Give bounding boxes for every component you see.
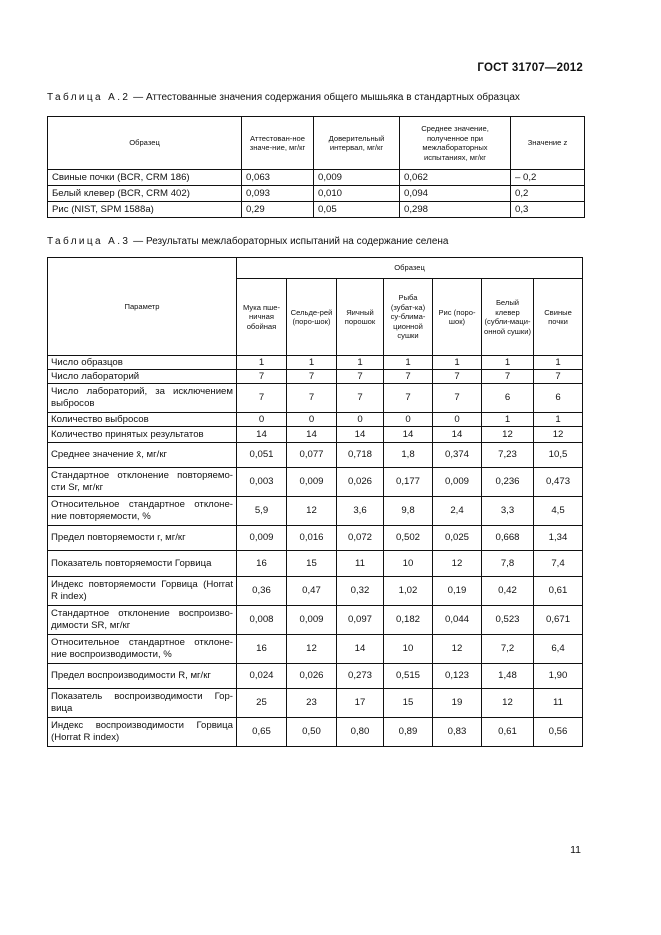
- table-cell: 7: [384, 384, 433, 413]
- row-label: Число образцов: [48, 356, 237, 370]
- table-cell: 0,298: [400, 202, 511, 218]
- row-label: Индекс повторяемости Горвица (Horrat R index): [48, 577, 237, 606]
- table-cell: 1,34: [534, 526, 583, 551]
- table-cell: 0,515: [384, 664, 433, 689]
- table-cell: 0: [337, 413, 384, 427]
- table-cell: 0,009: [433, 468, 482, 497]
- table-row: [48, 551, 583, 577]
- table-cell: 7: [287, 384, 337, 413]
- table-cell: 0,502: [384, 526, 433, 551]
- table-cell: 0,025: [433, 526, 482, 551]
- table-cell: 0,61: [482, 718, 534, 747]
- table-a2-header-cell: Доверительный интервал, мг/кг: [314, 117, 400, 170]
- table-cell: Свиные почки (BCR, CRM 186): [48, 170, 242, 186]
- table-cell: 7: [384, 370, 433, 384]
- row-label: Относительное стандартное отклоне-ние воспроизводимости, %: [48, 635, 237, 664]
- table-cell: 10: [384, 635, 433, 664]
- table-cell: 11: [337, 551, 384, 577]
- table-cell: 0,668: [482, 526, 534, 551]
- table-a3-sample-header: Рис (поро-шок): [433, 279, 482, 356]
- table-cell: 0,008: [237, 606, 287, 635]
- row-label: Относительное стандартное отклоне-ние повторяемости, %: [48, 497, 237, 526]
- table-cell: 12: [287, 497, 337, 526]
- table-cell: 0,003: [237, 468, 287, 497]
- table-cell: 0,374: [433, 443, 482, 468]
- table-cell: 0,56: [534, 718, 583, 747]
- table-a3-group-header: Образец: [237, 258, 583, 279]
- table-cell: 0,077: [287, 443, 337, 468]
- table-cell: 16: [237, 551, 287, 577]
- row-label: Стандартное отклонение повторяемо-сти Sr, мг/кг: [48, 468, 237, 497]
- table-cell: 0: [384, 413, 433, 427]
- table-cell: 14: [337, 427, 384, 443]
- table-cell: 1: [534, 413, 583, 427]
- table-a2-header-cell: Среднее значение, полученное при межлабораторных испытаниях, мг/кг: [400, 117, 511, 170]
- table-row: [48, 635, 583, 664]
- table-a2-caption: [47, 92, 520, 103]
- table-row: [48, 202, 585, 218]
- table-cell: 0,83: [433, 718, 482, 747]
- table-row: [48, 526, 583, 551]
- table-row: [48, 577, 583, 606]
- table-cell: 7: [337, 370, 384, 384]
- table-cell: 7: [433, 370, 482, 384]
- table-cell: 1,90: [534, 664, 583, 689]
- table-cell: 7: [433, 384, 482, 413]
- row-label: Число лабораторий, за исключением выбросов: [48, 384, 237, 413]
- table-a2-header-row: [48, 117, 585, 170]
- table-row: [48, 443, 583, 468]
- row-label: Предел воспроизводимости R, мг/кг: [48, 664, 237, 689]
- table-cell: 14: [237, 427, 287, 443]
- table-cell: – 0,2: [511, 170, 585, 186]
- table-cell: 25: [237, 689, 287, 718]
- table-cell: 7: [534, 370, 583, 384]
- row-label: Среднее значение x̄, мг/кг: [48, 443, 237, 468]
- table-a3-sample-header: Белый клевер (субли-маци-онной сушки): [482, 279, 534, 356]
- table-cell: 2,4: [433, 497, 482, 526]
- table-cell: 9,8: [384, 497, 433, 526]
- table-a3-param-header: Параметр: [48, 258, 237, 356]
- table-cell: 7: [287, 370, 337, 384]
- table-cell: 0,718: [337, 443, 384, 468]
- table-cell: 0,026: [337, 468, 384, 497]
- table-cell: 1,8: [384, 443, 433, 468]
- row-label: Показатель воспроизводимости Гор-вица: [48, 689, 237, 718]
- table-cell: 1: [384, 356, 433, 370]
- table-row: [48, 186, 585, 202]
- table-cell: 0,177: [384, 468, 433, 497]
- table-cell: 0: [287, 413, 337, 427]
- table-row: [48, 468, 583, 497]
- table-a3-sample-header: Рыба (зубат-ка) су-блима-ционной сушки: [384, 279, 433, 356]
- table-row: [48, 664, 583, 689]
- table-cell: 1: [433, 356, 482, 370]
- table-cell: 12: [482, 689, 534, 718]
- table-cell: 0,42: [482, 577, 534, 606]
- table-cell: 7,4: [534, 551, 583, 577]
- standard-code: ГОСТ 31707—2012: [477, 62, 583, 74]
- table-cell: 0,473: [534, 468, 583, 497]
- table-cell: 0,026: [287, 664, 337, 689]
- table-a3-body: [48, 356, 583, 747]
- table-a3-caption-text: — Результаты межлабораторных испытаний на содержание селена: [130, 236, 449, 247]
- table-a3-caption: [47, 236, 448, 247]
- table-cell: 16: [237, 635, 287, 664]
- table-cell: 1: [534, 356, 583, 370]
- table-a3-sample-header: Сельде-рей (поро-шок): [287, 279, 337, 356]
- table-cell: 0,3: [511, 202, 585, 218]
- table-cell: 1,02: [384, 577, 433, 606]
- table-cell: 0,009: [287, 468, 337, 497]
- row-label: Индекс воспроизводимости Горвица (Horrat R index): [48, 718, 237, 747]
- table-cell: 7,2: [482, 635, 534, 664]
- table-cell: 0,89: [384, 718, 433, 747]
- table-cell: 0,65: [237, 718, 287, 747]
- table-cell: 11: [534, 689, 583, 718]
- table-cell: 4,5: [534, 497, 583, 526]
- table-cell: 17: [337, 689, 384, 718]
- table-row: [48, 689, 583, 718]
- table-cell: 6: [534, 384, 583, 413]
- table-cell: 19: [433, 689, 482, 718]
- table-cell: 0: [433, 413, 482, 427]
- table-cell: 0,009: [287, 606, 337, 635]
- table-cell: 14: [337, 635, 384, 664]
- table-cell: 0,50: [287, 718, 337, 747]
- table-cell: 0,051: [237, 443, 287, 468]
- table-a3-caption-prefix: Таблица А.3: [47, 236, 131, 247]
- table-row: [48, 606, 583, 635]
- table-cell: 0,072: [337, 526, 384, 551]
- row-label: Показатель повторяемости Горвица: [48, 551, 237, 577]
- table-cell: 0,097: [337, 606, 384, 635]
- table-cell: 12: [482, 427, 534, 443]
- table-cell: 6,4: [534, 635, 583, 664]
- table-a2-header-cell: Значение z: [511, 117, 585, 170]
- table-cell: 1: [482, 413, 534, 427]
- table-cell: 0,016: [287, 526, 337, 551]
- row-label: Количество принятых результатов: [48, 427, 237, 443]
- table-cell: 0,094: [400, 186, 511, 202]
- table-cell: 15: [384, 689, 433, 718]
- table-a2-caption-text: — Аттестованные значения содержания общего мышьяка в стандартных образцах: [130, 92, 520, 103]
- table-cell: 12: [433, 551, 482, 577]
- table-cell: 0,671: [534, 606, 583, 635]
- table-a3-sample-header: Свиные почки: [534, 279, 583, 356]
- table-cell: 1: [482, 356, 534, 370]
- table-cell: 10: [384, 551, 433, 577]
- table-cell: 0,236: [482, 468, 534, 497]
- table-cell: 0,523: [482, 606, 534, 635]
- table-row: [48, 413, 583, 427]
- table-cell: 0,32: [337, 577, 384, 606]
- table-cell: 12: [287, 635, 337, 664]
- table-row: [48, 384, 583, 413]
- table-cell: 12: [433, 635, 482, 664]
- table-cell: 0: [237, 413, 287, 427]
- table-cell: 0,024: [237, 664, 287, 689]
- row-label: Число лабораторий: [48, 370, 237, 384]
- table-cell: 15: [287, 551, 337, 577]
- table-cell: 3,6: [337, 497, 384, 526]
- row-label: Стандартное отклонение воспроизво-димости SR, мг/кг: [48, 606, 237, 635]
- table-cell: 5,9: [237, 497, 287, 526]
- table-cell: Белый клевер (BCR, CRM 402): [48, 186, 242, 202]
- table-cell: 0,093: [242, 186, 314, 202]
- table-cell: 7,23: [482, 443, 534, 468]
- table-a2: [47, 116, 585, 218]
- table-cell: 0,80: [337, 718, 384, 747]
- table-a3: [47, 257, 583, 747]
- table-cell: 0,2: [511, 186, 585, 202]
- table-cell: 14: [287, 427, 337, 443]
- table-row: [48, 170, 585, 186]
- table-cell: 0,009: [314, 170, 400, 186]
- table-cell: 12: [534, 427, 583, 443]
- table-cell: 0,044: [433, 606, 482, 635]
- table-cell: Рис (NIST, SPM 1588a): [48, 202, 242, 218]
- table-cell: 1: [237, 356, 287, 370]
- table-cell: 7: [482, 370, 534, 384]
- table-row: [48, 370, 583, 384]
- table-cell: 0,182: [384, 606, 433, 635]
- table-row: [48, 427, 583, 443]
- table-cell: 14: [384, 427, 433, 443]
- table-row: [48, 718, 583, 747]
- table-cell: 6: [482, 384, 534, 413]
- table-cell: 0,61: [534, 577, 583, 606]
- table-cell: 10,5: [534, 443, 583, 468]
- row-label: Количество выбросов: [48, 413, 237, 427]
- table-a2-header-cell: Образец: [48, 117, 242, 170]
- table-cell: 0,273: [337, 664, 384, 689]
- table-row: [48, 497, 583, 526]
- table-a3-sample-header: Яичный порошок: [337, 279, 384, 356]
- table-cell: 0,36: [237, 577, 287, 606]
- table-a3-header-row: [48, 258, 583, 279]
- table-row: [48, 356, 583, 370]
- row-label: Предел повторяемости r, мг/кг: [48, 526, 237, 551]
- page-number: 11: [570, 844, 581, 856]
- table-cell: 0,29: [242, 202, 314, 218]
- table-cell: 7: [337, 384, 384, 413]
- table-cell: 0,47: [287, 577, 337, 606]
- table-cell: 1: [287, 356, 337, 370]
- table-a2-caption-prefix: Таблица А.2: [47, 92, 131, 103]
- table-a2-header-cell: Аттестован-ное значе-ние, мг/кг: [242, 117, 314, 170]
- table-cell: 0,05: [314, 202, 400, 218]
- table-cell: 0,009: [237, 526, 287, 551]
- table-a3-sample-header: Мука пше-ничная обойная: [237, 279, 287, 356]
- table-cell: 14: [433, 427, 482, 443]
- table-cell: 7: [237, 384, 287, 413]
- table-cell: 7: [237, 370, 287, 384]
- table-cell: 7,8: [482, 551, 534, 577]
- table-cell: 0,19: [433, 577, 482, 606]
- table-cell: 23: [287, 689, 337, 718]
- table-cell: 1: [337, 356, 384, 370]
- table-cell: 1,48: [482, 664, 534, 689]
- table-cell: 3,3: [482, 497, 534, 526]
- table-cell: 0,123: [433, 664, 482, 689]
- table-cell: 0,062: [400, 170, 511, 186]
- table-cell: 0,063: [242, 170, 314, 186]
- table-cell: 0,010: [314, 186, 400, 202]
